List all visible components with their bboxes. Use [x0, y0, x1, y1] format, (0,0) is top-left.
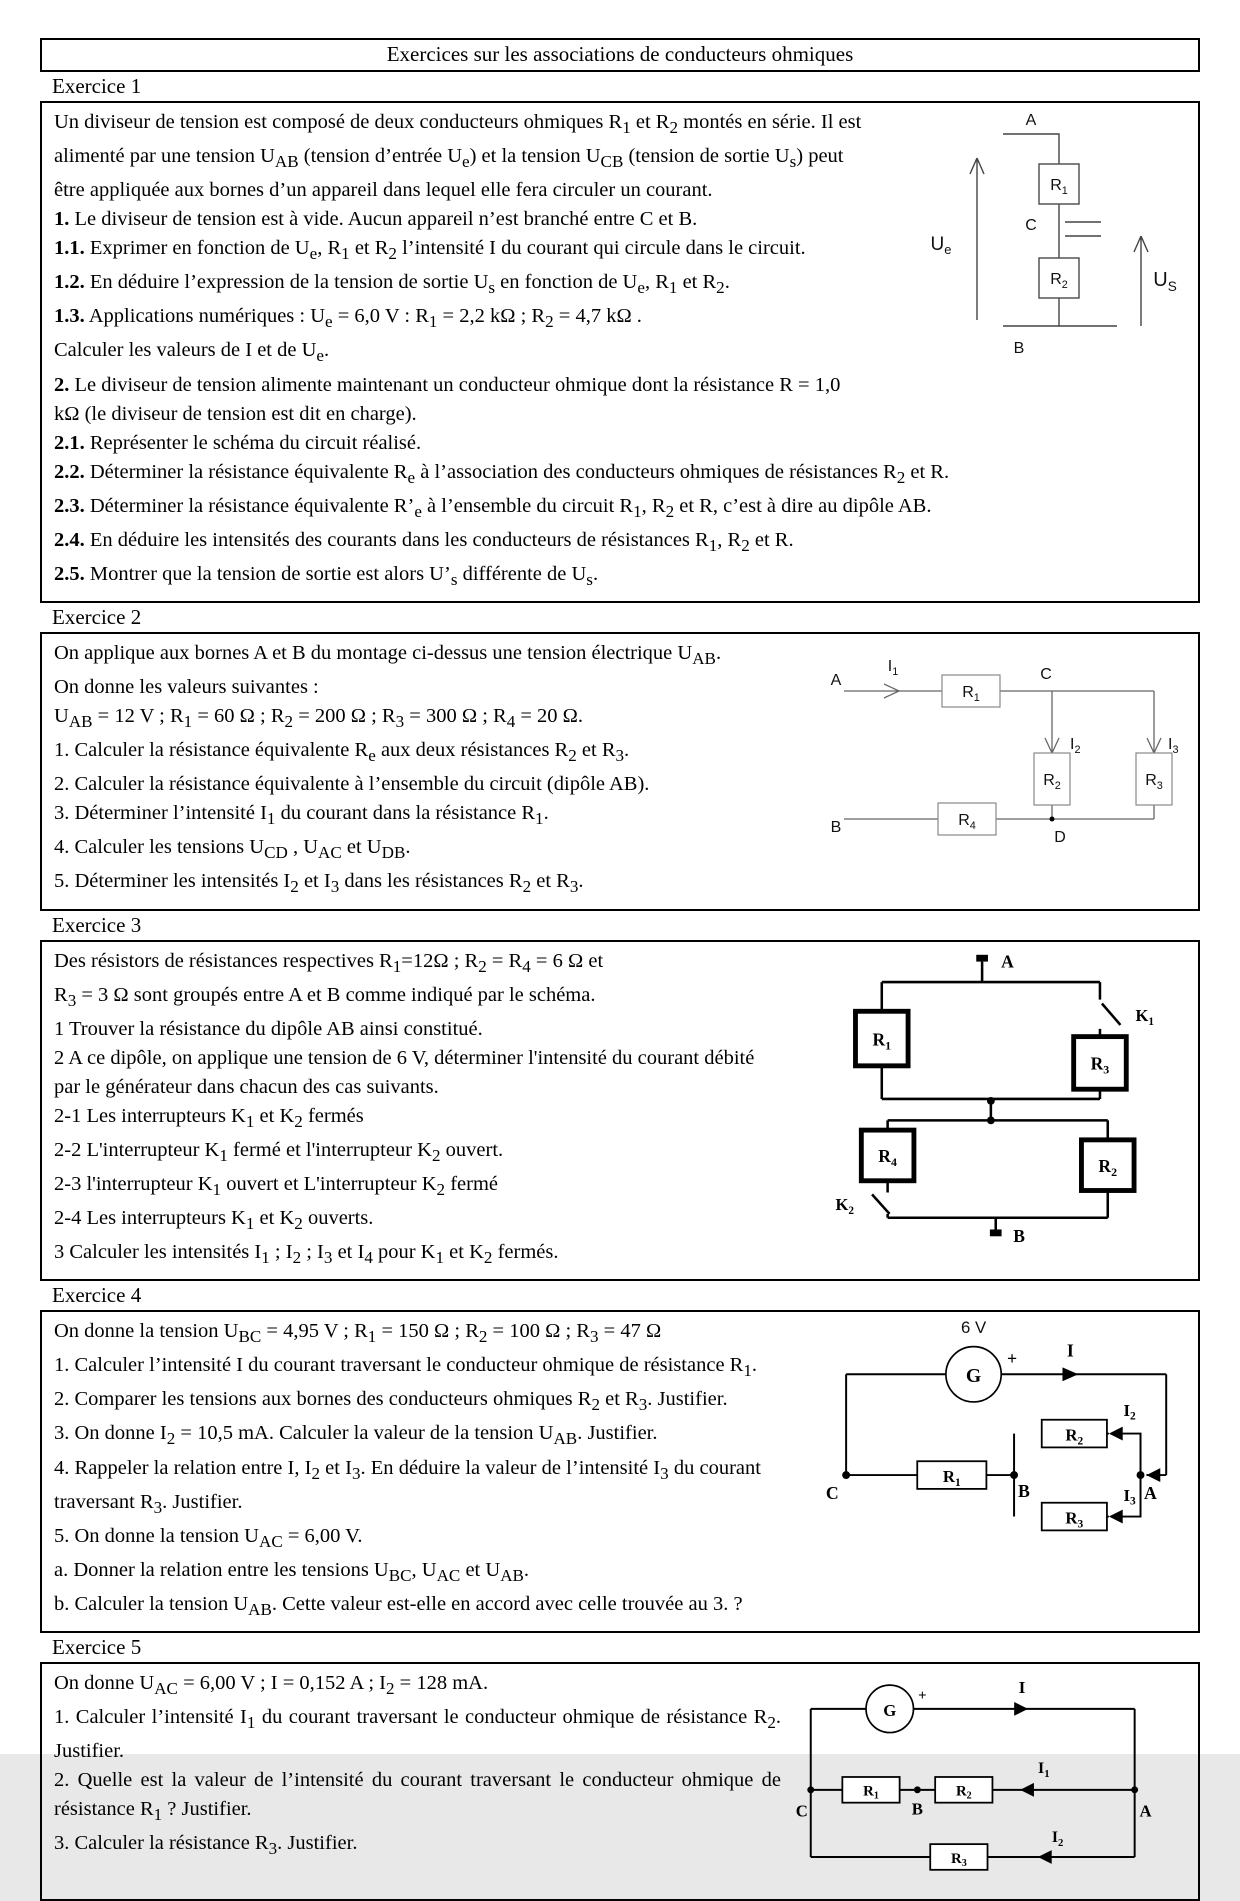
node-b-label: B: [911, 1799, 923, 1819]
terminal-b: [990, 1229, 1002, 1236]
switch-k2-label: $K_2$: [835, 1194, 855, 1217]
resistor-r2-label: $R_2$: [1065, 1425, 1084, 1448]
node-c-junction: [842, 1471, 850, 1479]
node-d-label: D: [1054, 828, 1066, 846]
resistor-r3-label: $R_3$: [1065, 1508, 1084, 1531]
exercise-1-circuit-diagram: [884, 108, 1186, 385]
text-line: 1.2. En déduire l’expression de la tension de sortie $U_s$ en fonction de $U_e$, $R_1$ et $R_2$.: [54, 271, 730, 298]
resistor-r2-label: $R_2$: [955, 1783, 972, 1802]
source-voltage-label: 6 V: [960, 1317, 987, 1337]
resistor-r2-label: $R_2$: [1098, 1155, 1118, 1179]
text-line: 2.4. En déduire les intensités des courants dans les conducteurs de résistances $R_1$, $R_2$ et R.: [54, 528, 794, 555]
resistor-r1-label: $R_1$: [863, 1783, 879, 1802]
node-c-label: C: [795, 1801, 808, 1821]
text-line: On applique aux bornes A et B du montage ci-dessus une tension électrique $U_{AB}$.: [54, 641, 722, 669]
input-voltage-label: $U_e$: [930, 234, 952, 257]
text-line: Un diviseur de tension est composé de deux conducteurs ohmiques $R_1$ et $R_2$ montés en série. Il est alimenté par une tension $U_{AB}$ (tension d’entrée $U_e$) et la tension $U_{CB}$ (tension de sortie $U_s$) peut être appliquée aux bornes d’un appareil dans lequel elle fera circuler un courant.: [54, 111, 862, 202]
exercise-1-heading: Exercice 1: [52, 74, 142, 98]
text-line: 2. Comparer les tensions aux bornes des conducteurs ohmiques $R_2$ et $R_3$. Justifier.: [54, 1388, 728, 1415]
output-voltage-arrow: [1134, 236, 1148, 326]
node-a-label: A: [1001, 950, 1014, 971]
current-i-arrow: [1014, 1702, 1028, 1716]
text-line: 5. Déterminer les intensités $I_2$ et $I_3$ dans les résistances $R_2$ et $R_3$.: [54, 870, 584, 897]
current-i-label: I: [1066, 1340, 1074, 1361]
current-i3-label: $I_3$: [1168, 735, 1179, 756]
resistor-r3-label: $R_3$: [1145, 771, 1163, 792]
text-line: 1 Trouver la résistance du dipôle AB ainsi constitué.: [54, 1017, 483, 1040]
resistor-r1-label: $R_1$: [872, 1028, 892, 1052]
exercise-5-box: [40, 1662, 1200, 1901]
text-line: Des résistors de résistances respectives $R_1=12\Omega$ ; $R_2 = R_4 = 6$ Ω et: [54, 949, 604, 976]
resistor-r1-label: $R_1$: [942, 1467, 961, 1490]
exercise-5-circuit-diagram: [791, 1671, 1186, 1890]
node-b-label: B: [1013, 1225, 1025, 1246]
text-line: 5. On donne la tension $U_{AC} = 6,00$ V.: [54, 1524, 363, 1551]
generator-label: G: [965, 1365, 982, 1388]
text-line: 4. Rappeler la relation entre I, $I_2$ et $I_3$. En déduire la valeur de l’intensité $I_3$ du courant traversant $R_3$. Justifier.: [54, 1456, 761, 1517]
circuit-wire: [846, 1374, 1166, 1516]
node-b-label: B: [830, 818, 842, 836]
text-line: 1.3. Applications numériques : $U_e = 6,0$ V : $R_1 = 2,2$ kΩ ; $R_2 = 4,7$ kΩ .: [54, 305, 642, 332]
text-line: 3 Calculer les intensités $I_1$ ; $I_2$ ; $I_3$ et $I_4$ pour $K_1$ et $K_2$ fermés.: [54, 1241, 559, 1268]
node-c-label: C: [825, 1482, 839, 1503]
text-line: 2-3 l'interrupteur $K_1$ ouvert et L'interrupteur $K_2$ fermé: [54, 1172, 499, 1199]
bridge-network-schematic: [756, 641, 1186, 853]
text-line: Calculer les valeurs de I et de $U_e$.: [54, 339, 330, 366]
current-i1-arrow: [1020, 1783, 1034, 1797]
exercise-2-circuit-diagram: [756, 641, 1186, 862]
input-voltage-arrow: [970, 158, 984, 320]
exercise-5-heading: Exercice 5: [52, 1635, 142, 1659]
node-a-junction: [1131, 1786, 1138, 1793]
exercise-2-box: [40, 632, 1200, 911]
current-i2-arrow: [1109, 1427, 1123, 1441]
text-line: On donne les valeurs suivantes :: [54, 676, 319, 699]
exercise-4-circuit-diagram: [771, 1317, 1186, 1571]
text-line: 2-2 L'interrupteur $K_1$ fermé et l'interrupteur $K_2$ ouvert.: [54, 1138, 504, 1165]
node-c-label: C: [1025, 217, 1037, 234]
exercise-4-box: [40, 1310, 1200, 1633]
node-a-junction: [1137, 1471, 1145, 1479]
text-line: 3. Déterminer l’intensité $I_1$ du courant dans la résistance $R_1$.: [54, 802, 549, 829]
exercise-2-heading: Exercice 2: [52, 604, 142, 629]
generator-label: G: [883, 1700, 897, 1720]
text-line: On donne $U_{AC} = 6,00$ V ; I = 0,152 A ; $I_2 = 128$ mA.: [54, 1672, 489, 1699]
node-a-label: A: [1143, 1482, 1157, 1503]
text-line: 2. Quelle est la valeur de l’intensité du courant traversant le conducteur ohmique de résistance $R_1$ ? Justifier.: [54, 1769, 781, 1825]
switch-k2-lever: [872, 1194, 890, 1213]
text-line: On donne la tension $U_{BC} = 4,95$ V ; $R_1 = 150$ Ω ; $R_2 = 100$ Ω ; $R_3 = 47$ Ω: [54, 1320, 662, 1347]
exercise-3-circuit-diagram: [786, 947, 1186, 1256]
plus-sign: +: [1007, 1348, 1018, 1369]
resistor-r3-label: $R_3$: [951, 1850, 967, 1869]
exercise-3-heading: Exercice 3: [52, 912, 142, 937]
plus-sign: +: [918, 1687, 927, 1704]
text-line: 2.1. Représenter le schéma du circuit réalisé.: [54, 431, 422, 454]
node-b-label: B: [1013, 340, 1025, 357]
node-b-junction: [914, 1786, 921, 1793]
text-line: $R_3 = 3$ Ω sont groupés entre A et B comme indiqué par le schéma.: [54, 983, 596, 1010]
current-i3-arrow: [1109, 1510, 1123, 1524]
exercise-4-heading: Exercice 4: [52, 1283, 142, 1308]
text-line: 3. Calculer la résistance $R_3$. Justifier.: [54, 1832, 358, 1859]
text-line: a. Donner la relation entre les tensions $U_{BC}$, $U_{AC}$ et $U_{AB}$.: [54, 1558, 530, 1585]
output-voltage-label: $U_S$: [1153, 269, 1177, 294]
generator-parallel-resistors-schematic: [771, 1317, 1186, 1562]
current-i-label: I: [1018, 1678, 1026, 1698]
document-title-text: Exercices sur les associations de conducteurs ohmiques: [386, 42, 854, 66]
resistor-r2-label: $R_2$: [1043, 771, 1061, 792]
text-line: 2. Calculer la résistance équivalente à l’ensemble du circuit (dipôle AB).: [54, 773, 650, 796]
node-a-label: A: [830, 671, 842, 689]
voltage-divider-schematic: [884, 108, 1186, 376]
current-i-arrow: [1062, 1368, 1078, 1382]
resistor-r1-label: $R_1$: [962, 683, 980, 704]
circuit-wire: [882, 961, 1108, 1229]
current-i2-arrow: [1038, 1850, 1052, 1864]
node-d-junction: [1050, 816, 1055, 821]
middle-junction-2: [987, 1116, 995, 1124]
output-terminal-stubs: [1065, 222, 1101, 236]
node-c-label: C: [1040, 665, 1052, 683]
terminal-a: [976, 954, 988, 961]
resistor-r4-label: $R_4$: [958, 811, 976, 832]
switch-k1-lever: [1102, 1003, 1121, 1024]
node-a-label: A: [1025, 112, 1037, 129]
middle-junction: [987, 1097, 995, 1105]
current-i2-label: $I_2$: [1051, 1829, 1064, 1850]
text-line: 3. On donne $I_2 = 10,5$ mA. Calculer la valeur de la tension $U_{AB}$. Justifier.: [54, 1422, 658, 1449]
node-c-junction: [807, 1786, 814, 1793]
current-i2-label: $I_2$: [1070, 735, 1081, 756]
document-title: [40, 38, 1200, 72]
text-line: 2.5. Montrer que la tension de sortie est alors $U’_s$ différente de $U_s$.: [54, 562, 599, 589]
text-line: 2.2. Déterminer la résistance équivalente $R_e$ à l’association des conducteurs ohmiques de résistances $R_2$ et R.: [54, 460, 950, 487]
node-b-junction: [1010, 1471, 1018, 1479]
node-b-label: B: [1018, 1480, 1030, 1501]
text-line: $U_{AB} = 12$ V ; $R_1 = 60$ Ω ; $R_2 = 200$ Ω ; $R_3 = 300$ Ω ; $R_4 = 20$ Ω.: [54, 705, 584, 732]
text-line: 2-4 Les interrupteurs $K_1$ et $K_2$ ouverts.: [54, 1206, 374, 1234]
text-line: 1. Le diviseur de tension est à vide. Aucun appareil n’est branché entre C et B.: [54, 208, 698, 231]
text-line: 1. Calculer la résistance équivalente $R_e$ aux deux résistances $R_2$ et $R_3$.: [54, 739, 630, 766]
node-a-arrow: [1146, 1468, 1160, 1482]
text-line: 2.3. Déterminer la résistance équivalente $R’_e$ à l’ensemble du circuit $R_1$, $R_2$ et R, c’est à dire au dipôle AB.: [54, 494, 932, 521]
text-line: 2-1 Les interrupteurs $K_1$ et $K_2$ fermés: [54, 1104, 364, 1131]
text-line: 2 A ce dipôle, on applique une tension de 6 V, déterminer l'intensité du courant débité par le générateur dans chacun des cas suivants.: [54, 1046, 755, 1098]
resistor-r2-label: $R_2$: [1050, 271, 1068, 291]
current-i2-label: $I_2$: [1123, 1400, 1136, 1423]
switch-k1-label: $K_1$: [1135, 1005, 1155, 1028]
text-line: 4. Calculer les tensions $U_{CD}$ , $U_{AC}$ et $U_{DB}$.: [54, 836, 411, 863]
exercise-1-box: [40, 101, 1200, 603]
resistor-r4-label: $R_4$: [878, 1145, 897, 1169]
current-i1-label: $I_1$: [887, 657, 899, 678]
generator-series-parallel-schematic: [791, 1671, 1186, 1881]
resistor-r1-label: $R_1$: [1050, 177, 1068, 197]
text-line: 1. Calculer l’intensité $I_1$ du courant traversant le conducteur ohmique de résistance $R_2$. Justifier.: [54, 1706, 782, 1763]
resistor-r3-label: $R_3$: [1090, 1053, 1110, 1077]
switched-resistor-network-schematic: [786, 947, 1186, 1247]
text-line: 1. Calculer l’intensité I du courant traversant le conducteur ohmique de résistance $R_1$.: [54, 1354, 758, 1381]
text-line: 1.1. Exprimer en fonction de $U_e$, $R_1$ et $R_2$ l’intensité I du courant qui circule dans le circuit.: [54, 237, 806, 264]
current-i3-label: $I_3$: [1123, 1485, 1136, 1508]
exercise-3-box: [40, 940, 1200, 1282]
node-a-label: A: [1139, 1801, 1152, 1821]
text-line: b. Calculer la tension $U_{AB}$. Cette valeur est-elle en accord avec celle trouvée au 3. ?: [54, 1592, 743, 1619]
current-i1-label: $I_1$: [1038, 1760, 1050, 1780]
text-line: 2. Le diviseur de tension alimente maintenant un conducteur ohmique dont la résistance R = 1,0 kΩ (le diviseur de tension est dit en charge).: [54, 373, 841, 425]
circuit-wire: [844, 691, 1154, 819]
